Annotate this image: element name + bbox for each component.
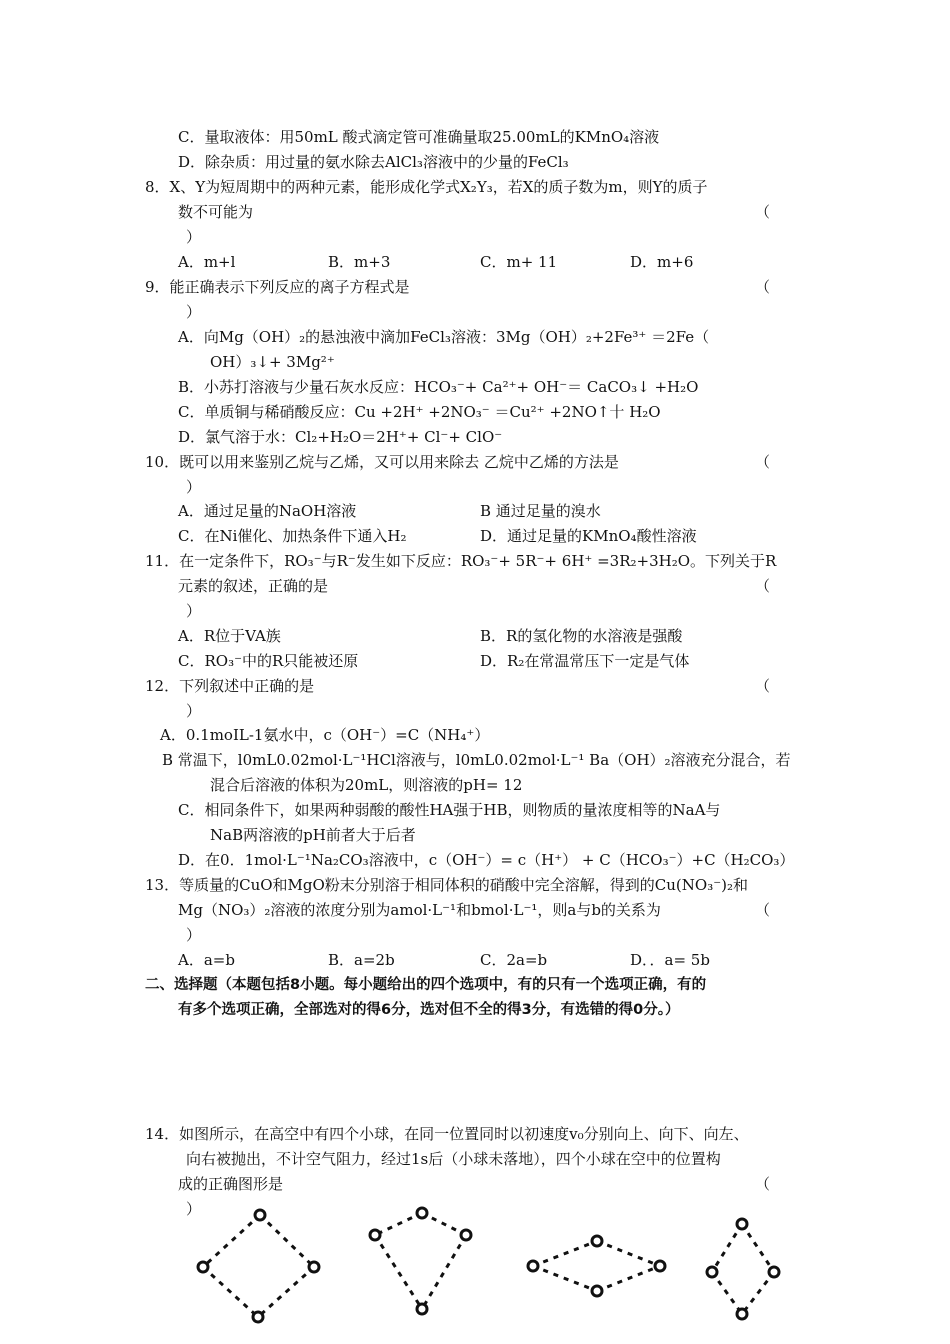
answer-paren-close: ） <box>186 303 202 321</box>
q11-option-a: A．R位于VA族 <box>178 627 281 645</box>
section-heading: 二、选择题（本题包括8小题。每小题给出的四个选项中，有的只有一个选项正确，有的 <box>145 977 707 993</box>
q11-stem-cont: 元素的叙述，正确的是 <box>178 577 329 595</box>
q8-stem-cont: 数不可能为 <box>178 203 254 221</box>
answer-paren-close: ） <box>186 926 202 944</box>
q10-option-d: D．通过足量的KMnO₄酸性溶液 <box>480 527 697 545</box>
q13-option-c: C．2a=b <box>480 951 548 969</box>
q8-option-c: C．m+ 11 <box>480 253 558 271</box>
figure-flat-rhombus-shape <box>520 1225 680 1305</box>
q9-option-b: B．小苏打溶液与少量石灰水反应：HCO₃⁻+ Ca²⁺+ OH⁻＝ CaCO₃↓ +H₂O <box>178 378 699 396</box>
q12-option-b-cont: 混合后溶液的体积为20mL，则溶液的pH= 12 <box>210 776 523 794</box>
q12-option-c: C．相同条件下，如果两种弱酸的酸性HA强于HB，则物质的量浓度相等的NaA与 <box>178 801 721 819</box>
answer-paren-open: （ <box>755 901 771 919</box>
q12-option-b: B 常温下，l0mL0.02mol·L⁻¹HCl溶液与，l0mL0.02mol·L⁻¹ Ba（OH）₂溶液充分混合，若 <box>162 751 791 769</box>
answer-paren-open: （ <box>755 1175 771 1193</box>
answer-paren-close: ） <box>186 602 202 620</box>
q10-option-a: A．通过足量的NaOH溶液 <box>178 502 357 520</box>
q9-stem: 9．能正确表示下列反应的离子方程式是 <box>145 278 410 296</box>
q11-option-b: B．R的氢化物的水溶液是强酸 <box>480 627 683 645</box>
figure-triangle-shape <box>362 1203 482 1333</box>
q11-option-c: C．RO₃⁻中的R只能被还原 <box>178 652 359 670</box>
q9-option-c: C．单质铜与稀硝酸反应：Cu +2H⁺ +2NO₃⁻ ＝Cu²⁺ +2NO↑十 H₂O <box>178 403 661 421</box>
q13-stem: 13．等质量的CuO和MgO粉末分别溶于相同体积的硝酸中完全溶解，得到的Cu(NO₃⁻)₂和 <box>145 876 748 894</box>
q14-stem: 14．如图所示，在高空中有四个小球，在同一位置同时以初速度v₀分别向上、向下、向左、 <box>145 1125 749 1143</box>
q7-option-c: C．量取液体：用50mL 酸式滴定管可准确量取25.00mL的KMnO₄溶液 <box>178 128 660 146</box>
q14-stem-cont: 向右被抛出，不计空气阻力，经过1s后（小球未落地），四个小球在空中的位置构 <box>186 1150 721 1168</box>
q9-option-a-cont: OH）₃↓+ 3Mg²⁺ <box>210 353 335 371</box>
answer-paren-open: （ <box>755 577 771 595</box>
answer-paren-open: （ <box>755 453 771 471</box>
figure-diamond-shape <box>190 1205 330 1335</box>
figure-tall-rhombus-shape <box>700 1212 790 1332</box>
answer-paren-open: （ <box>755 278 771 296</box>
answer-paren-close: ） <box>186 478 202 496</box>
answer-paren-open: （ <box>755 203 771 221</box>
q11-stem: 11．在一定条件下，RO₃⁻与R⁻发生如下反应：RO₃⁻+ 5R⁻+ 6H⁺ =3R₂+3H₂O。下列关于R <box>145 552 777 570</box>
q8-option-a: A．m+l <box>178 253 236 271</box>
q8-option-d: D．m+6 <box>630 253 694 271</box>
q8-option-b: B．m+3 <box>328 253 391 271</box>
q13-option-a: A．a=b <box>178 951 235 969</box>
q12-option-c-cont: NaB两溶液的pH前者大于后者 <box>210 826 416 844</box>
q7-option-d: D．除杂质：用过量的氨水除去AlCl₃溶液中的少量的FeCl₃ <box>178 153 569 171</box>
answer-paren-open: （ <box>755 677 771 695</box>
q10-option-b: B 通过足量的溴水 <box>480 502 601 520</box>
q10-option-c: C．在Ni催化、加热条件下通入H₂ <box>178 527 407 545</box>
q10-stem: 10．既可以用来鉴别乙烷与乙烯，又可以用来除去 乙烷中乙烯的方法是 <box>145 453 619 471</box>
q9-option-d: D．氯气溶于水：Cl₂+H₂O＝2H⁺+ Cl⁻+ ClO⁻ <box>178 428 503 446</box>
q12-option-d: D．在0．1mol·L⁻¹Na₂CO₃溶液中，c（OH⁻）= c（H⁺） + C（HCO₃⁻）+C（H₂CO₃） <box>178 851 795 869</box>
q13-option-d: D．．a= 5b <box>630 951 710 969</box>
answer-paren-close: ） <box>186 702 202 720</box>
q11-option-d: D．R₂在常温常压下一定是气体 <box>480 652 690 670</box>
q12-stem: 12．下列叙述中正确的是 <box>145 677 315 695</box>
q14-stem-cont2: 成的正确图形是 <box>178 1175 284 1193</box>
answer-paren-close: ） <box>186 228 202 246</box>
section-heading-cont: 有多个选项正确，全部选对的得6分，选对但不全的得3分，有选错的得0分。） <box>178 1002 680 1018</box>
answer-paren-close: ） <box>186 1200 202 1218</box>
q12-option-a: A．0.1moIL-1氨水中，c（OH⁻）=C（NH₄⁺） <box>160 726 490 744</box>
q13-option-b: B．a=2b <box>328 951 395 969</box>
q8-stem: 8．X、Y为短周期中的两种元素，能形成化学式X₂Y₃，若X的质子数为m，则Y的质子 <box>145 178 708 196</box>
q13-stem-cont: Mg（NO₃）₂溶液的浓度分别为amol·L⁻¹和bmol·L⁻¹，则a与b的关系为 <box>178 901 661 919</box>
q9-option-a: A．向Mg（OH）₂的悬浊液中滴加FeCl₃溶液：3Mg（OH）₂+2Fe³⁺ ＝2Fe（ <box>178 328 710 346</box>
